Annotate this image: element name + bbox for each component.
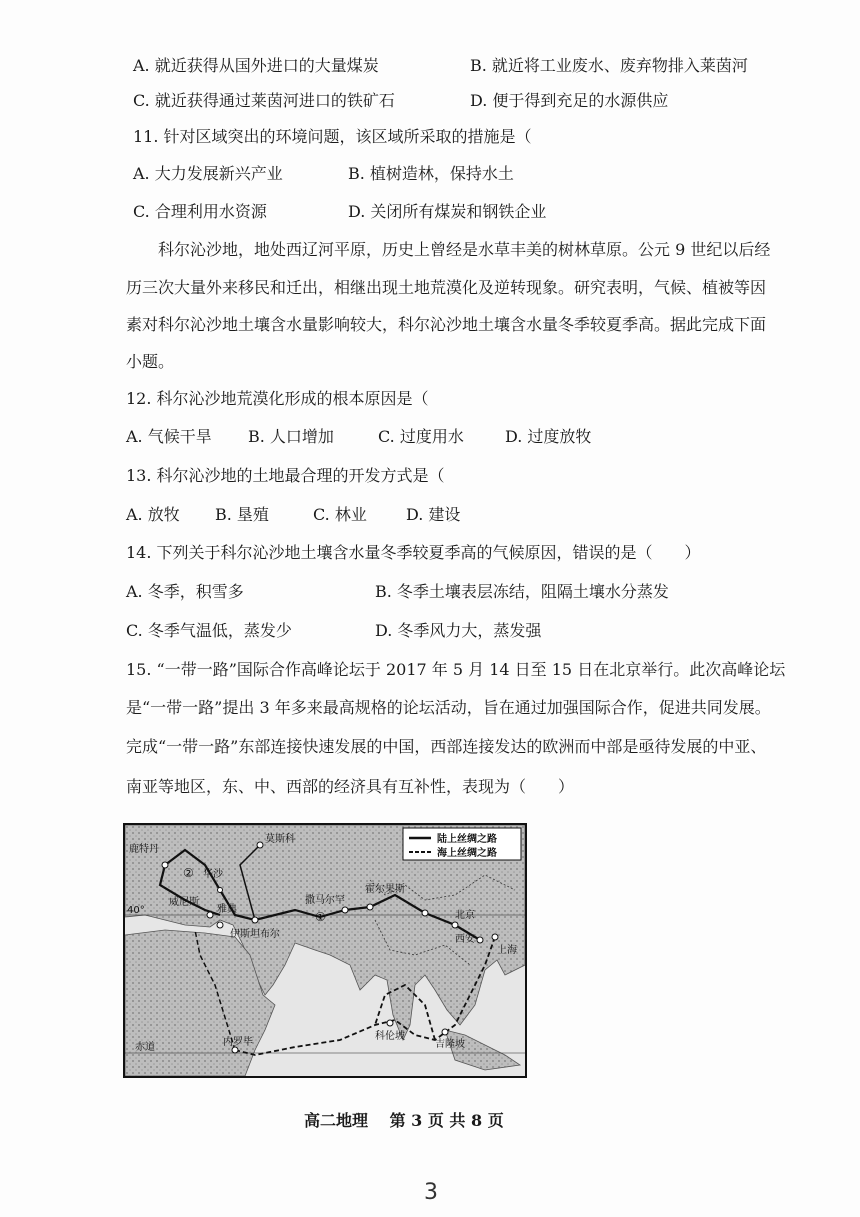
text-line: A. 大力发展新兴产业 [133, 164, 283, 183]
text-line: D. 冬季风力大，蒸发强 [375, 621, 542, 640]
text-line: A. 气候干旱 [126, 427, 212, 446]
legend-sea-label: 海上丝绸之路 [437, 848, 497, 859]
text-line: C. 合理利用水资源 [133, 202, 267, 221]
text-line: A. 放牧 [126, 505, 180, 524]
text-line: B. 冬季土壤表层冻结，阻隔土壤水分蒸发 [375, 582, 669, 601]
map-legend [403, 828, 521, 860]
text-line: D. 便于得到充足的水源供应 [470, 91, 669, 110]
text-line: 素对科尔沁沙地土壤含水量影响较大，科尔沁沙地土壤含水量冬季较夏季高。据此完成下面 [126, 315, 767, 334]
label-beijing: 北京 [455, 910, 475, 921]
text-line: 12. 科尔沁沙地荒漠化形成的根本原因是（ [126, 389, 429, 408]
label-kuala-lumpur: 吉隆坡 [435, 1039, 465, 1050]
label-marker-1: ① [315, 910, 326, 924]
text-line: D. 建设 [406, 505, 461, 524]
label-istanbul: 伊斯坦布尔 [230, 929, 280, 940]
label-moscow: 莫斯科 [265, 834, 295, 845]
map-graphic [125, 825, 525, 1076]
text-line: B. 垦殖 [215, 505, 269, 524]
label-marker-2: ② [183, 866, 194, 880]
legend-land-label: 陆上丝绸之路 [437, 834, 497, 845]
label-equator: 赤道 [135, 1042, 155, 1053]
text-line: 是“一带一路”提出 3 年多来最高规格的论坛活动，旨在通过加强国际合作，促进共同发展。 [126, 698, 771, 717]
page-footer: 高二地理 第 3 页 共 8 页 [304, 1111, 504, 1130]
text-line: C. 冬季气温低，蒸发少 [126, 621, 292, 640]
text-line: 15. “一带一路”国际合作高峰论坛于 2017 年 5 月 14 日至 15 日在北京举行。此次高峰论坛 [126, 660, 786, 679]
text-line: 完成“一带一路”东部连接快速发展的中国，西部连接发达的欧洲而中部是亟待发展的中亚、 [126, 737, 767, 756]
label-xian: 西安 [455, 934, 475, 945]
label-athens: 雅典 [217, 904, 237, 915]
label-samarkand: 撒马尔罕 [305, 895, 345, 906]
label-colombo: 科伦坡 [375, 1031, 405, 1042]
label-nairobi: 内罗毕 [223, 1037, 253, 1048]
text-line: 科尔沁沙地，地处西辽河平原，历史上曾经是水草丰美的树林草原。公元 9 世纪以后经 [158, 240, 771, 259]
text-line: D. 过度放牧 [505, 427, 592, 446]
text-line: 历三次大量外来移民和迁出，相继出现土地荒漠化及逆转现象。研究表明，气候、植被等因 [126, 278, 767, 297]
label-urumqi: 霍尔果斯 [365, 884, 405, 895]
label-lat-40: 40° [127, 905, 145, 916]
text-line: C. 过度用水 [378, 427, 464, 446]
text-line: 11. 针对区域突出的环境问题，该区域所采取的措施是（ [133, 127, 532, 146]
text-line: B. 人口增加 [248, 427, 334, 446]
text-line: B. 就近将工业废水、废弃物排入莱茵河 [470, 56, 748, 75]
text-line: 南亚等地区，东、中、西部的经济具有互补性，表现为（ ） [126, 777, 575, 796]
label-shanghai: 上海 [497, 945, 517, 956]
text-line: 小题。 [126, 352, 175, 371]
text-line: 14. 下列关于科尔沁沙地土壤含水量冬季较夏季高的气候原因，错误的是（ ） [126, 543, 701, 562]
text-line: A. 就近获得从国外进口的大量煤炭 [133, 56, 379, 75]
label-rotterdam: 鹿特丹 [129, 844, 159, 855]
label-venice: 威尼斯 [169, 897, 199, 908]
text-line: A. 冬季，积雪多 [126, 582, 244, 601]
text-line: C. 林业 [313, 505, 367, 524]
text-line: D. 关闭所有煤炭和钢铁企业 [348, 202, 547, 221]
text-line: 13. 科尔沁沙地的土地最合理的开发方式是（ [126, 466, 445, 485]
page-number: 3 [424, 1180, 438, 1205]
text-line: B. 植树造林，保持水土 [348, 164, 514, 183]
belt-and-road-map [123, 823, 527, 1078]
label-warsaw: 华沙 [203, 869, 223, 880]
text-line: C. 就近获得通过莱茵河进口的铁矿石 [133, 91, 395, 110]
